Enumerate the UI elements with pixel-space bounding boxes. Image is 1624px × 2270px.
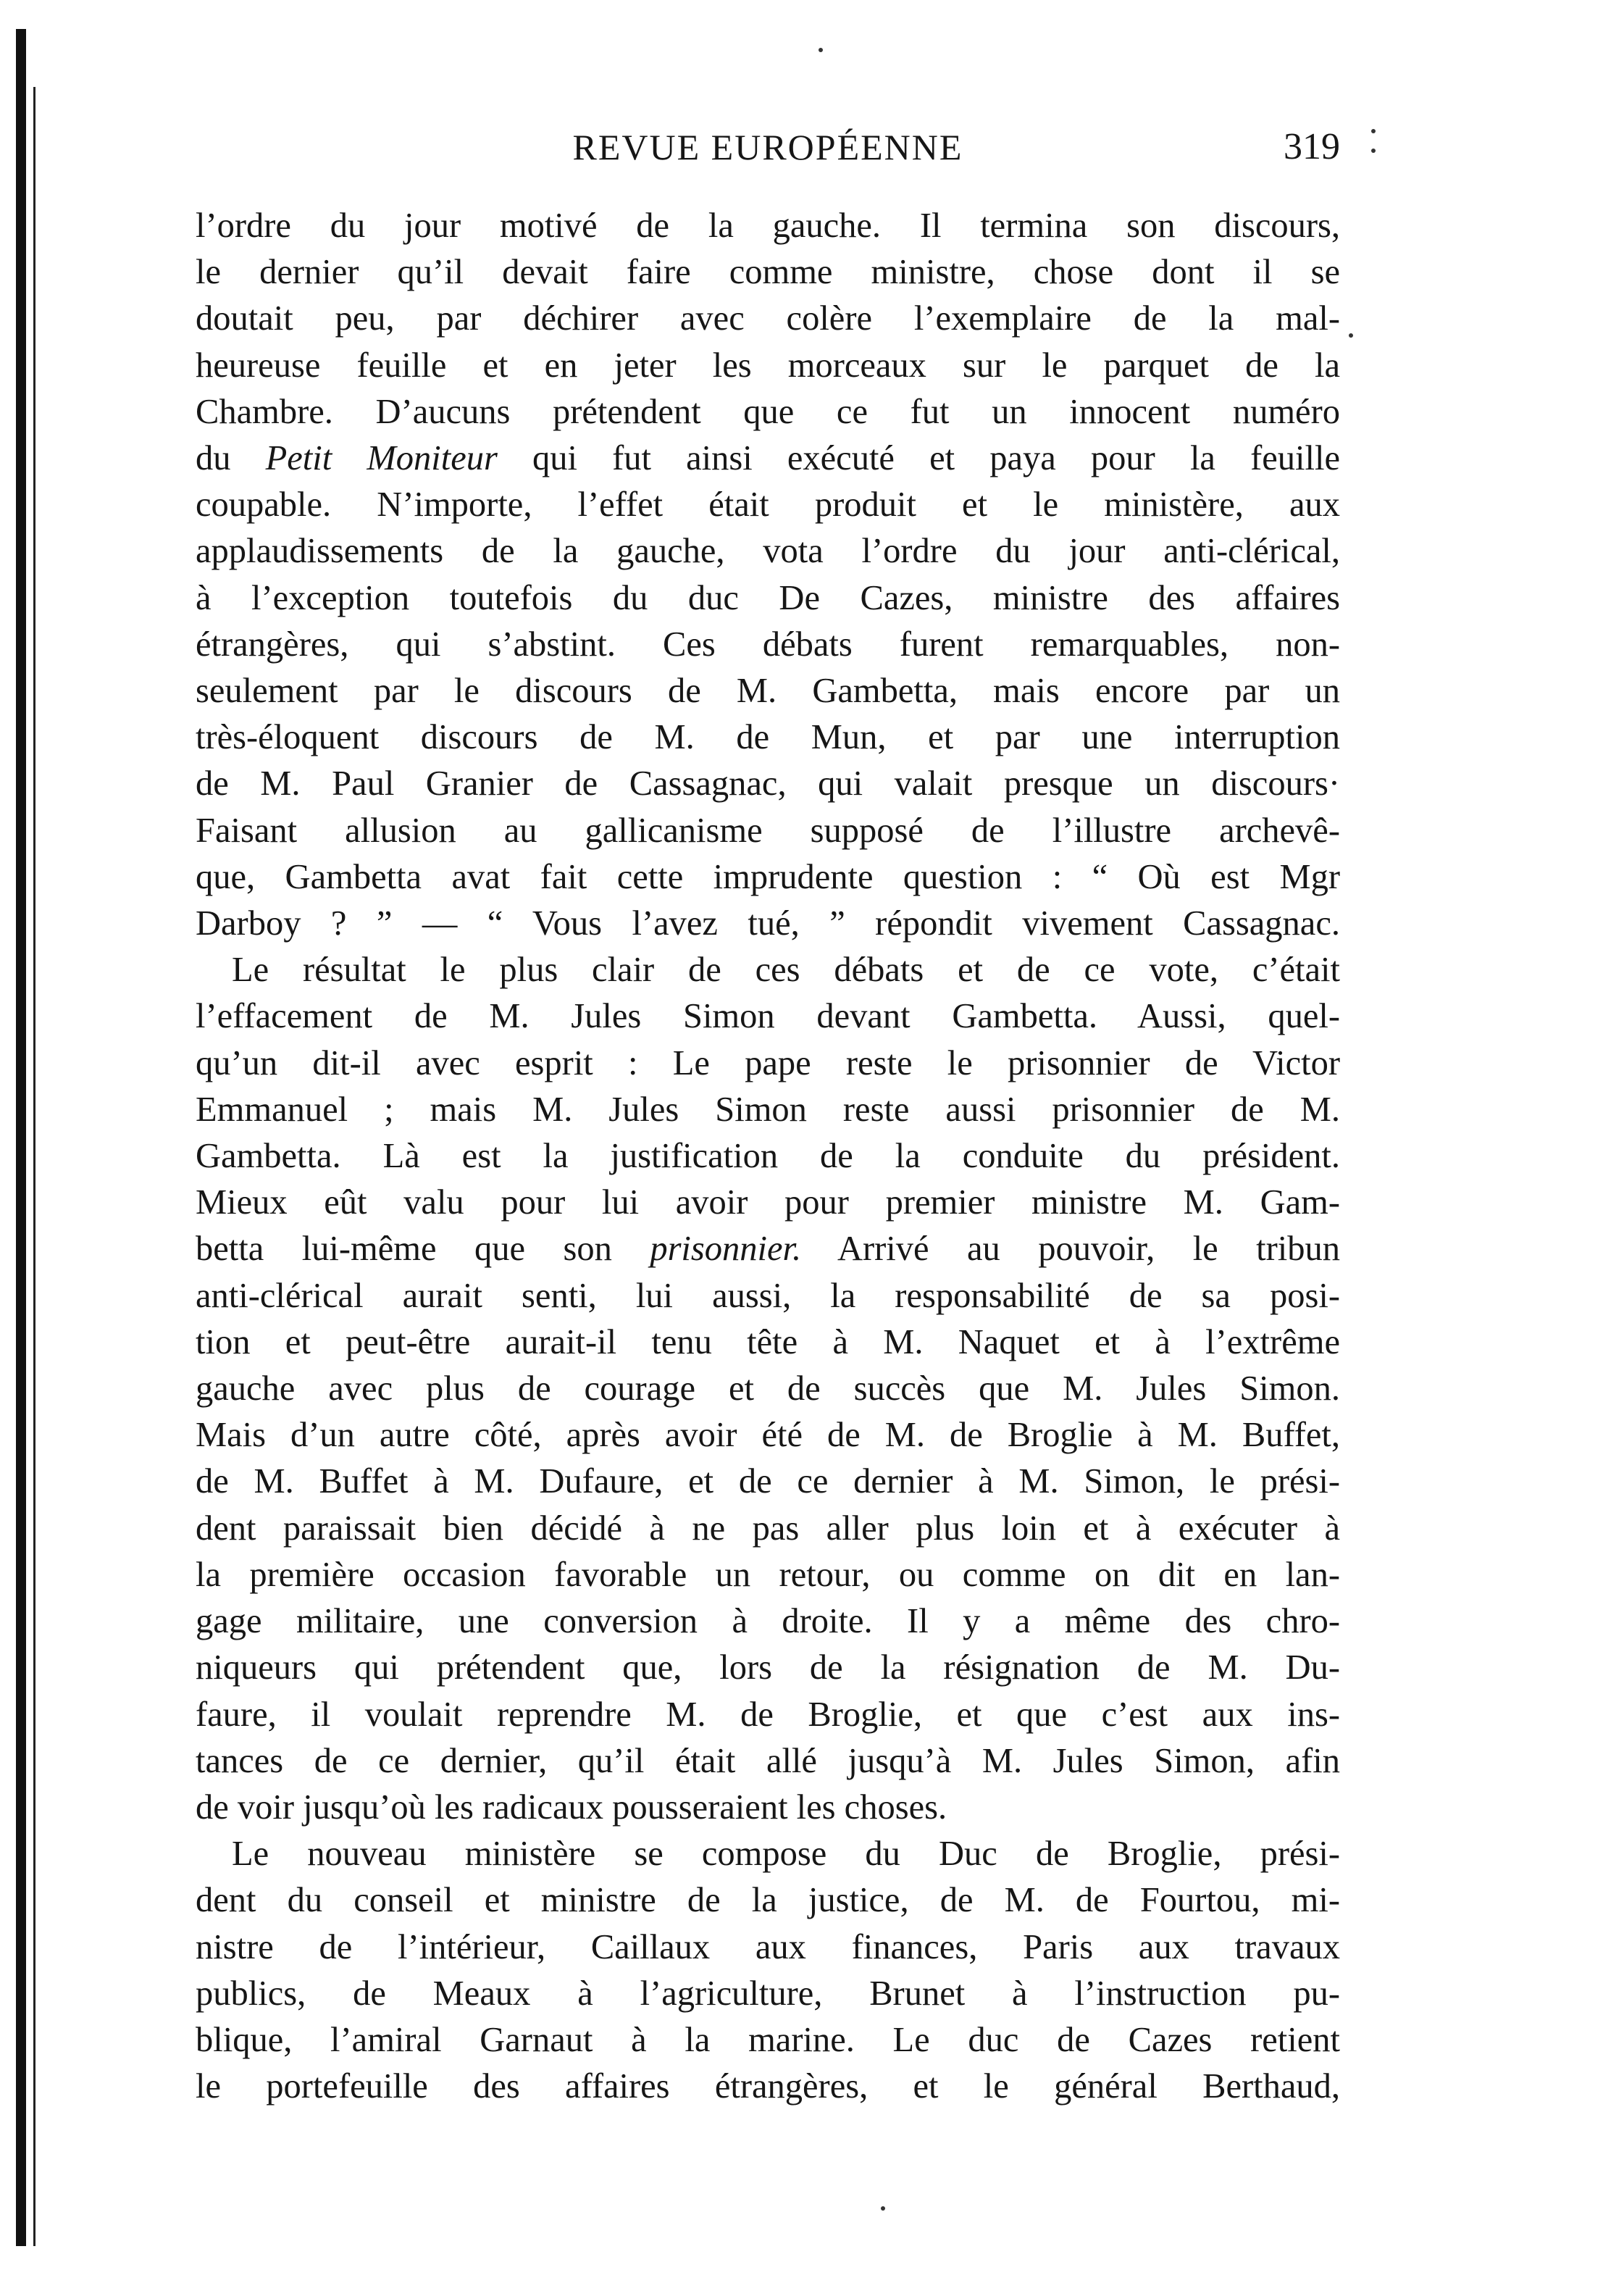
- text-line: seulement par le discours de M. Gambetta, mais encore par un: [196, 672, 1340, 711]
- page-header: [196, 122, 1340, 172]
- text-line: le portefeuille des affaires étrangères, et le général Berthaud,: [196, 2067, 1340, 2106]
- running-head: REVUE EUROPÉENNE: [572, 127, 963, 167]
- text-line: applaudissements de la gauche, vota l’ordre du jour anti-clérical,: [196, 532, 1340, 571]
- page-number: 319: [1284, 126, 1340, 167]
- margin-dot: [881, 2206, 885, 2211]
- binding-edge-line: [33, 87, 35, 2246]
- text-line: l’ordre du jour motivé de la gauche. Il termina son discours,: [196, 206, 1340, 245]
- text-line: de M. Paul Granier de Cassagnac, qui valait presque un discours·: [196, 764, 1340, 804]
- text-line: niqueurs qui prétendent que, lors de la résignation de M. Du-: [196, 1648, 1340, 1687]
- text-line: anti-clérical aurait senti, lui aussi, la responsabilité de sa posi-: [196, 1276, 1340, 1315]
- text-line: betta lui-même que son prisonnier. Arrivé au pouvoir, le tribun: [196, 1230, 1341, 1269]
- text-line: Chambre. D’aucuns prétendent que ce fut un innocent numéro: [196, 392, 1340, 431]
- paragraph: [196, 1831, 1340, 2110]
- text-line: Gambetta. Là est la justification de la conduite du président.: [196, 1137, 1340, 1176]
- text-line: faure, il voulait reprendre M. de Broglie, et que c’est aux ins-: [196, 1695, 1340, 1734]
- text-line: de M. Buffet à M. Dufaure, et de ce dernier à M. Simon, le prési-: [196, 1462, 1340, 1501]
- text-line: la première occasion favorable un retour, ou comme on dit en lan-: [196, 1555, 1340, 1594]
- margin-dot: [1371, 129, 1376, 133]
- text-line: Mais d’un autre côté, après avoir été de M. de Broglie à M. Buffet,: [196, 1416, 1340, 1455]
- text-line: blique, l’amiral Garnaut à la marine. Le duc de Cazes retient: [196, 2020, 1340, 2059]
- margin-dot: [1349, 333, 1353, 338]
- binding-edge: [16, 29, 26, 2246]
- text-line: Darboy ? ” — “ Vous l’avez tué, ” répondit vivement Cassagnac.: [196, 904, 1340, 943]
- text-line: étrangères, qui s’abstint. Ces débats furent remarquables, non-: [196, 625, 1340, 664]
- margin-dot: [1371, 149, 1376, 153]
- text-line: nistre de l’intérieur, Caillaux aux finances, Paris aux travaux: [196, 1927, 1340, 1966]
- text-line: heureuse feuille et en jeter les morceaux sur le parquet de la: [196, 346, 1340, 385]
- text-line: gage militaire, une conversion à droite. Il y a même des chro-: [196, 1602, 1340, 1641]
- text-line: que, Gambetta avat fait cette imprudente question : “ Où est Mgr: [196, 857, 1340, 896]
- text-line: dent paraissait bien décidé à ne pas aller plus loin et à exécuter à: [196, 1509, 1340, 1548]
- text-line: très-éloquent discours de M. de Mun, et par une interruption: [196, 718, 1340, 757]
- text-line: Le résultat le plus clair de ces débats et de ce vote, c’était: [232, 951, 1340, 990]
- paragraph: [196, 947, 1340, 1831]
- text-line: doutait peu, par déchirer avec colère l’exemplaire de la mal-: [196, 299, 1340, 338]
- text-line: du Petit Moniteur qui fut ainsi exécuté et paya pour la feuille: [196, 439, 1340, 478]
- text-line: à l’exception toutefois du duc De Cazes, ministre des affaires: [196, 578, 1340, 617]
- text-line: Le nouveau ministère se compose du Duc de Broglie, prési-: [232, 1835, 1340, 1874]
- text-line: Emmanuel ; mais M. Jules Simon reste aussi prisonnier de M.: [196, 1090, 1340, 1129]
- text-line: coupable. N’importe, l’effet était produit et le ministère, aux: [196, 485, 1340, 525]
- paragraph: [196, 203, 1340, 947]
- text-line: tances de ce dernier, qu’il était allé jusqu’à M. Jules Simon, afin: [196, 1741, 1340, 1780]
- text-line: le dernier qu’il devait faire comme ministre, chose dont il se: [196, 253, 1340, 292]
- text-line: publics, de Meaux à l’agriculture, Brunet à l’instruction pu-: [196, 1974, 1340, 2013]
- text-line: Faisant allusion au gallicanisme supposé de l’illustre archevê-: [196, 811, 1340, 850]
- text-line: tion et peut-être aurait-il tenu tête à M. Naquet et à l’extrême: [196, 1322, 1340, 1361]
- body-text: [196, 203, 1340, 2110]
- text-line: l’effacement de M. Jules Simon devant Gambetta. Aussi, quel-: [196, 997, 1340, 1036]
- text-line: dent du conseil et ministre de la justice, de M. de Fourtou, mi-: [196, 1881, 1340, 1920]
- text-line: gauche avec plus de courage et de succès que M. Jules Simon.: [196, 1369, 1340, 1409]
- text-line: Mieux eût valu pour lui avoir pour premier ministre M. Gam-: [196, 1183, 1340, 1222]
- margin-dot: [819, 48, 823, 52]
- text-line: qu’un dit-il avec esprit : Le pape reste le prisonnier de Victor: [196, 1043, 1340, 1082]
- text-line: de voir jusqu’où les radicaux pousseraient les choses.: [196, 1787, 947, 1827]
